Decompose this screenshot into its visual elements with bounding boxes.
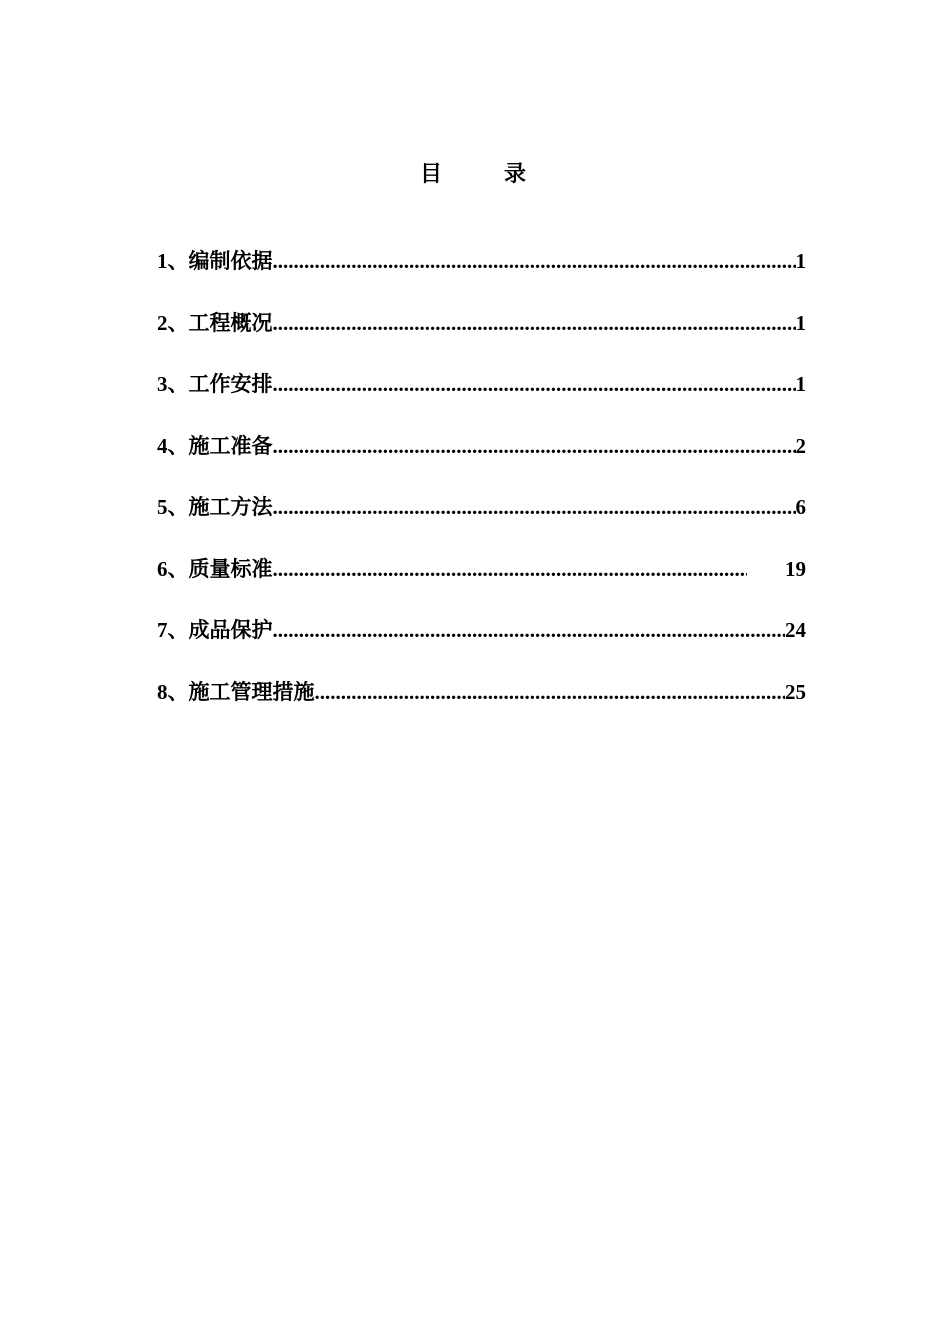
toc-entry-label: 3、工作安排 (157, 372, 273, 396)
toc-dot-leader (273, 613, 786, 647)
toc-entry[interactable] (157, 490, 806, 552)
toc-entry-label: 2、工程概况 (157, 310, 273, 335)
toc-title: 目 录 (419, 161, 546, 186)
toc-page-number: 1 (795, 310, 806, 335)
toc-dot-leader (273, 552, 747, 586)
table-of-contents (157, 244, 806, 736)
toc-entry[interactable] (157, 244, 806, 306)
toc-page-number: 1 (795, 372, 806, 396)
toc-entry-label: 1、编制依据 (157, 249, 273, 273)
toc-entry-label: 8、施工管理措施 (157, 679, 315, 704)
toc-dot-leader (273, 306, 796, 340)
toc-entry[interactable] (157, 306, 806, 368)
toc-page-number: 19 (785, 556, 806, 581)
toc-page-number: 1 (795, 249, 806, 273)
toc-dot-leader (273, 367, 796, 401)
toc-entry-label: 4、施工准备 (157, 433, 273, 458)
toc-entry[interactable] (157, 675, 806, 737)
toc-entry-label: 5、施工方法 (157, 495, 273, 519)
toc-page-number: 24 (785, 618, 806, 642)
toc-dot-leader (273, 429, 796, 463)
toc-entry[interactable] (157, 367, 806, 429)
toc-entry-label: 6、质量标准 (157, 556, 273, 581)
toc-page-number: 25 (785, 679, 806, 704)
toc-dot-leader (315, 675, 786, 709)
toc-dot-leader (273, 490, 796, 524)
toc-entry[interactable] (157, 552, 806, 614)
toc-page-number: 2 (795, 433, 806, 458)
toc-dot-leader (273, 244, 796, 278)
toc-entry-label: 7、成品保护 (157, 618, 273, 642)
toc-page-number: 6 (795, 495, 806, 519)
toc-entry[interactable] (157, 429, 806, 491)
toc-entry[interactable] (157, 613, 806, 675)
